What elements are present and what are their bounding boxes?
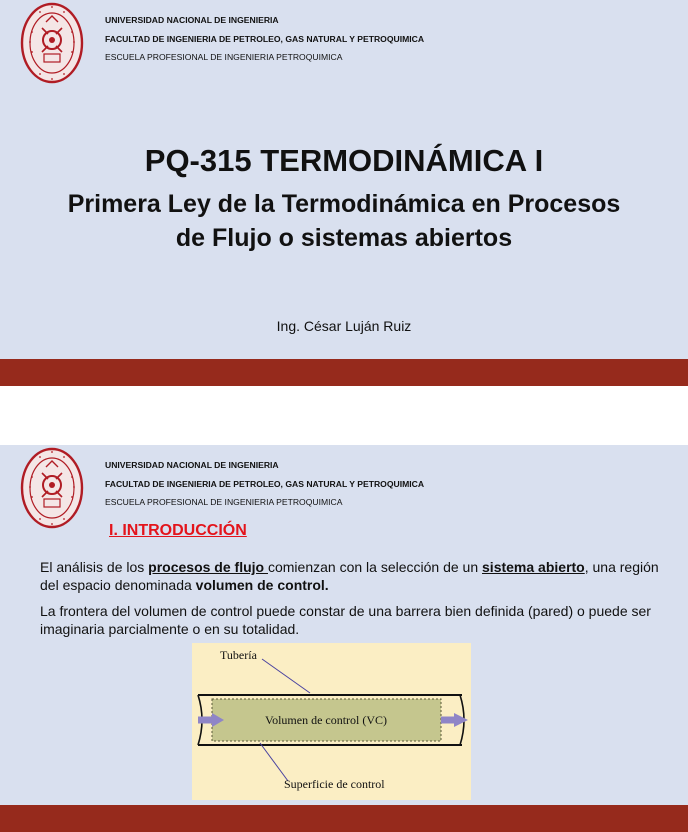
- p1-text-2: comienzan con la selección de un: [267, 559, 483, 575]
- slide-separator: [0, 386, 688, 445]
- university-seal-logo: [20, 2, 84, 84]
- footer-bar: [0, 359, 688, 386]
- intro-paragraph: [40, 558, 660, 594]
- term-open-system: sistema abierto: [482, 559, 585, 575]
- school-name: ESCUELA PROFESIONAL DE INGENIERIA PETROQUIMICA: [105, 52, 343, 62]
- lecture-title: [0, 187, 688, 255]
- faculty-name: FACULTAD DE INGENIERIA DE PETROLEO, GAS NATURAL Y PETROQUIMICA: [105, 479, 425, 489]
- faculty-name: FACULTAD DE INGENIERIA DE PETROLEO, GAS NATURAL Y PETROQUIMICA: [105, 34, 425, 44]
- course-title: PQ-315 TERMODINÁMICA I: [144, 143, 544, 178]
- control-surface-label: Superficie de control: [284, 777, 385, 791]
- title-slide: [0, 0, 688, 386]
- control-volume-figure: [192, 643, 471, 800]
- term-flow-processes: procesos de flujo: [148, 559, 268, 575]
- school-name: ESCUELA PROFESIONAL DE INGENIERIA PETROQUIMICA: [105, 497, 343, 507]
- lecture-title-line2: de Flujo o sistemas abiertos: [175, 224, 513, 252]
- p1-text-1: El análisis de los: [40, 559, 149, 575]
- boundary-paragraph: La frontera del volumen de control puede constar de una barrera bien definida (pared) o puede ser imaginaria parcialmente o en su totalidad.: [40, 603, 651, 637]
- pipe-label: Tubería: [220, 648, 257, 662]
- lecture-title-line1: Primera Ley de la Termodinámica en Procesos: [67, 190, 621, 218]
- university-seal-logo: [20, 447, 84, 529]
- control-volume-label: Volumen de control (VC): [264, 713, 388, 727]
- footer-bar: [0, 805, 688, 832]
- section-heading: I. INTRODUCCIÓN: [109, 522, 247, 539]
- term-control-volume: volumen de control.: [195, 577, 329, 593]
- p1-text-3: , una región del espacio denominada: [40, 559, 659, 593]
- university-name: UNIVERSIDAD NACIONAL DE INGENIERIA: [105, 460, 279, 470]
- university-name: UNIVERSIDAD NACIONAL DE INGENIERIA: [105, 15, 279, 25]
- author-name: Ing. César Luján Ruiz: [276, 318, 412, 334]
- introduction-slide: [0, 445, 688, 832]
